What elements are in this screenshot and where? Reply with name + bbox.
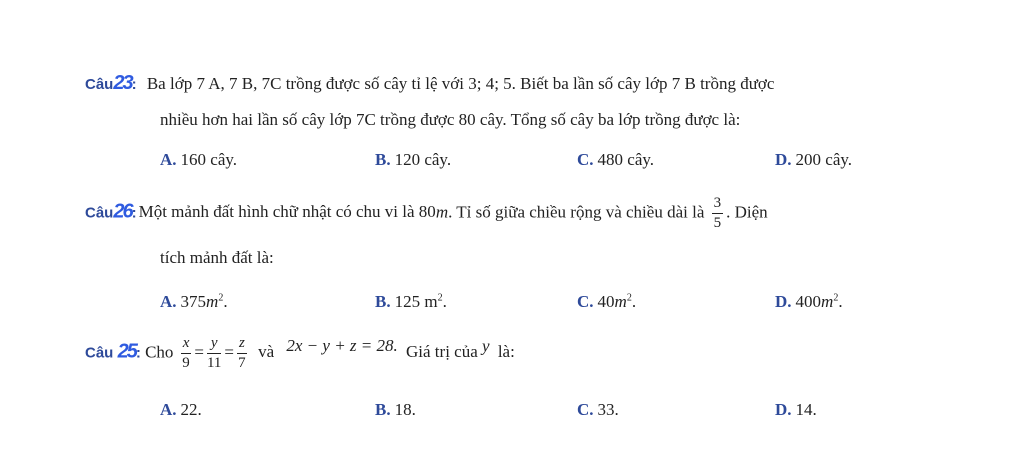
- question-suffix: :: [131, 76, 137, 93]
- option-end: .: [838, 292, 843, 311]
- option-letter: C.: [577, 400, 594, 419]
- fraction-numerator: 3: [712, 196, 724, 214]
- option-exponent: 2: [626, 292, 632, 304]
- fraction-x-9: [181, 336, 192, 371]
- option-letter: C.: [577, 150, 594, 169]
- fraction-y-11: [207, 336, 221, 371]
- fraction-numerator: z: [237, 336, 247, 354]
- option-letter: D.: [775, 150, 792, 169]
- option-text: 18.: [394, 400, 416, 419]
- option-exponent: 2: [437, 292, 443, 304]
- option-text: 480 cây.: [597, 150, 655, 169]
- fraction-denominator: 11: [206, 355, 222, 371]
- option-unit: m: [420, 292, 438, 311]
- option-a: [160, 292, 228, 312]
- option-unit: m: [206, 292, 219, 311]
- question-suffix: :: [131, 204, 137, 222]
- option-letter: A.: [160, 150, 177, 169]
- option-text: 120 cây.: [394, 150, 452, 169]
- option-c: [577, 292, 636, 312]
- option-letter: D.: [775, 292, 792, 311]
- equals-sign: =: [224, 342, 234, 362]
- option-letter: A.: [160, 292, 177, 311]
- option-b: [375, 400, 416, 420]
- option-letter: B.: [375, 400, 391, 419]
- option-exponent: 2: [218, 292, 224, 304]
- option-b: [375, 150, 451, 170]
- option-value: 125: [394, 292, 421, 311]
- option-text: 200 cây.: [795, 150, 853, 169]
- question-23-text-2: nhiều hơn hai lần số cây lớp 7C trồng được 80 cây. Tổng số cây ba lớp trồng được là:: [160, 110, 741, 129]
- option-letter: A.: [160, 400, 177, 419]
- option-letter: B.: [375, 150, 391, 169]
- fraction-denominator: 7: [238, 355, 246, 371]
- option-a: [160, 150, 237, 170]
- option-letter: B.: [375, 292, 391, 311]
- question-23-text-1: Ba lớp 7 A, 7 B, 7C trồng được số cây tỉ lệ với 3; 4; 5. Biết ba lần số cây lớp 7 B trồng được: [146, 74, 775, 93]
- question-26-text-2: tích mảnh đất là:: [160, 248, 274, 267]
- question-25-ask: Giá trị của: [406, 342, 478, 362]
- option-value: 375: [180, 292, 207, 311]
- option-text: 160 cây.: [180, 150, 238, 169]
- question-number: 23: [113, 72, 132, 94]
- question-label: Câu: [85, 76, 114, 93]
- fraction-numerator: x: [181, 336, 192, 354]
- question-label: Câu: [85, 204, 114, 222]
- fraction-3-5: [712, 196, 724, 231]
- option-value: 40: [597, 292, 615, 311]
- question-26-text-c: . Diện: [726, 202, 768, 222]
- option-b: [375, 292, 447, 312]
- question-23-line-2: [160, 110, 740, 130]
- question-26-line-2: [160, 248, 274, 268]
- fraction-denominator: 9: [182, 355, 190, 371]
- option-a: [160, 400, 202, 420]
- question-25-intro: Cho: [145, 342, 174, 362]
- option-text: 22.: [180, 400, 202, 419]
- question-number: 26: [113, 200, 132, 223]
- option-d: [775, 400, 817, 420]
- fraction-numerator: y: [207, 336, 221, 354]
- question-23-line-1: [85, 72, 774, 95]
- equals-sign: =: [194, 342, 204, 362]
- option-c: [577, 150, 654, 170]
- question-26-text-b: . Tỉ số giữa chiều rộng và chiều dài là: [448, 202, 705, 222]
- option-letter: D.: [775, 400, 792, 419]
- question-number: 25: [117, 340, 136, 363]
- question-25-ask-end: là:: [497, 342, 515, 362]
- question-label: Câu: [85, 344, 114, 362]
- conjunction: và: [258, 342, 275, 362]
- option-unit: m: [821, 292, 834, 311]
- option-d: [775, 292, 843, 312]
- question-26-line-1: [85, 196, 768, 231]
- fraction-denominator: 5: [713, 215, 722, 231]
- question-suffix: :: [135, 344, 141, 362]
- option-d: [775, 150, 852, 170]
- option-end: .: [631, 292, 637, 311]
- option-value: 400: [795, 292, 822, 311]
- equation: 2x − y + z = 28.: [286, 336, 398, 356]
- question-26-text-a: Một mảnh đất hình chữ nhật có chu vi là 80: [138, 202, 436, 222]
- option-text: 14.: [795, 400, 817, 419]
- variable-y: y: [482, 336, 490, 356]
- unit-m: m: [435, 202, 449, 222]
- option-unit: m: [614, 292, 627, 311]
- option-letter: C.: [577, 292, 594, 311]
- option-end: .: [442, 292, 447, 311]
- fraction-z-7: [237, 336, 247, 371]
- option-c: [577, 400, 619, 420]
- question-25-line-1: [85, 336, 515, 371]
- option-text: 33.: [597, 400, 619, 419]
- option-end: .: [223, 292, 228, 311]
- option-exponent: 2: [833, 292, 839, 304]
